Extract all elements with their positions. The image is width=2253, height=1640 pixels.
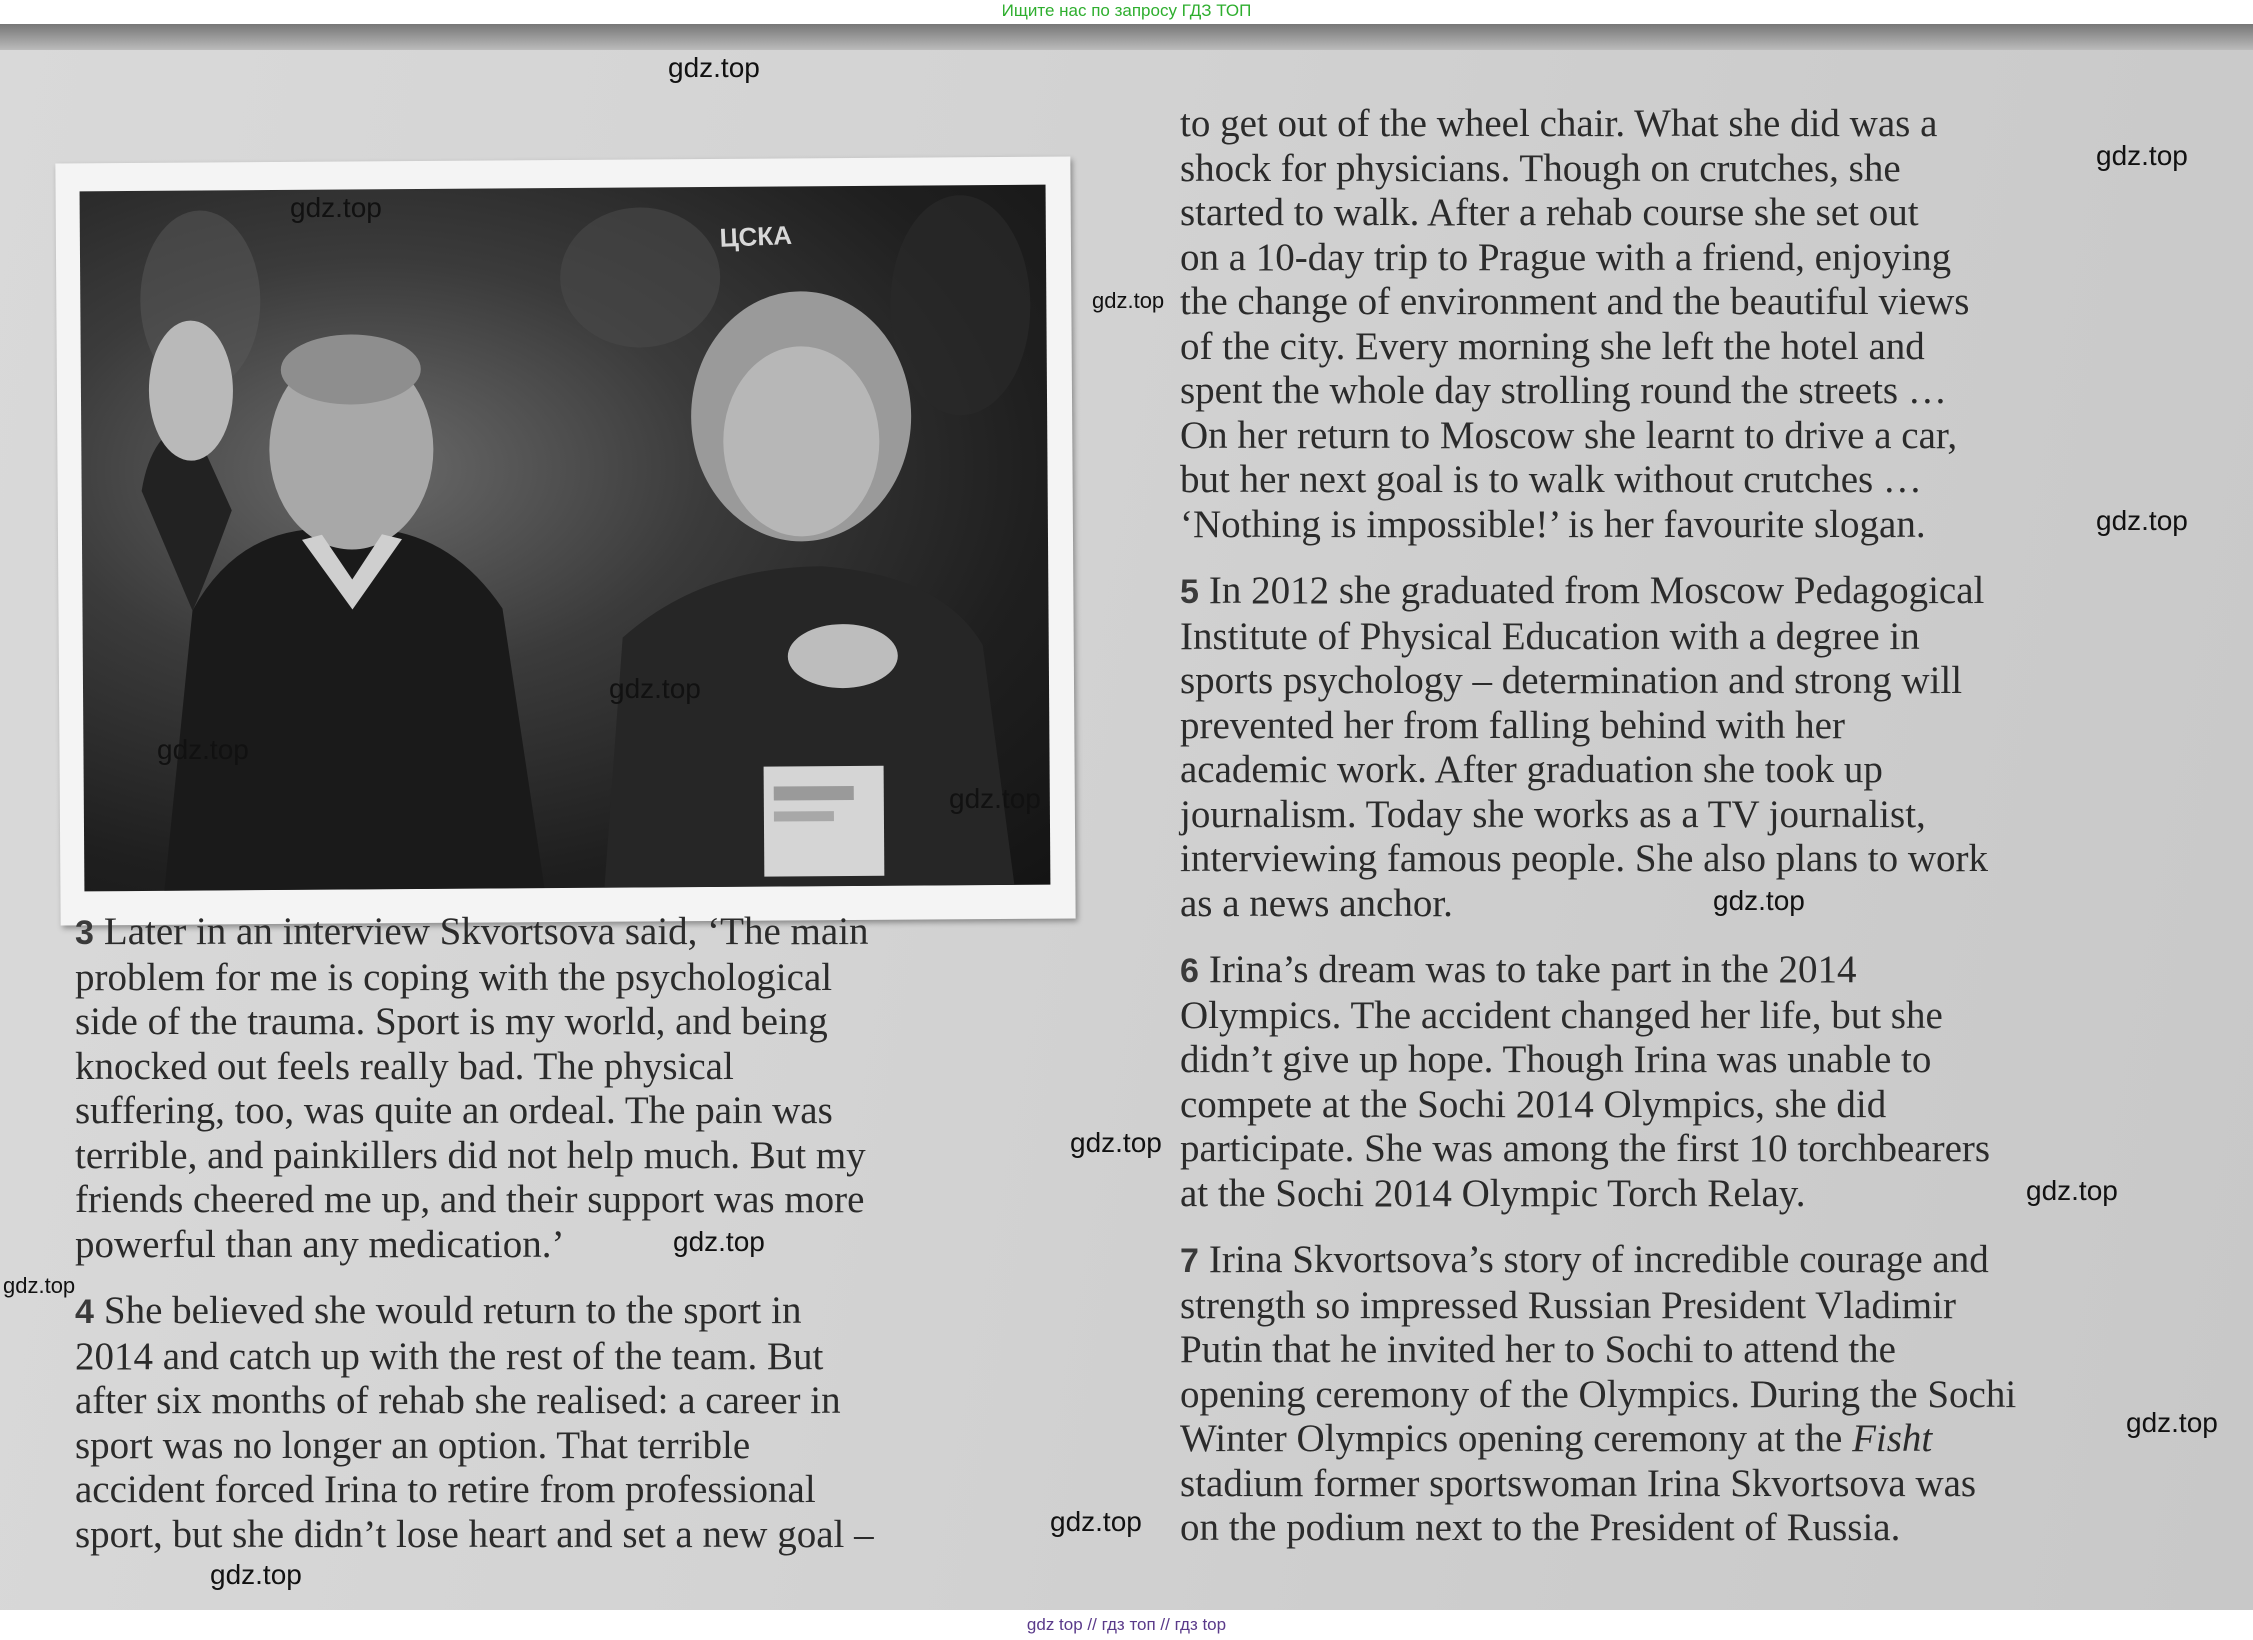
line: terrible, and painkillers did not help much. But my	[75, 1133, 866, 1177]
line: compete at the Sochi 2014 Olympics, she did	[1180, 1082, 1887, 1126]
line: academic work. After graduation she took up	[1180, 748, 1883, 791]
line: but her next goal is to walk without crutches …	[1180, 458, 1922, 501]
watermark: gdz.top	[1070, 1127, 1162, 1158]
line: started to walk. After a rehab course she set out	[1180, 191, 1919, 234]
stadium-name: Fisht	[1852, 1417, 1933, 1460]
line: She believed she would return to the sport in	[103, 1289, 802, 1332]
bottom-banner-text[interactable]: gdz top // гдз топ // гдз top	[1026, 1615, 1227, 1634]
line: On her return to Moscow she learnt to drive a car,	[1180, 413, 1958, 457]
line: after six months of rehab she realised: a career in	[75, 1379, 841, 1422]
watermark: gdz.top	[210, 1559, 302, 1590]
watermark: gdz.top	[2026, 1175, 2118, 1206]
line: of the city. Every morning she left the hotel and	[1180, 324, 1925, 368]
line: problem for me is coping with the psychological	[75, 955, 833, 999]
line: knocked out feels really bad. The physical	[75, 1044, 734, 1088]
line: as a news anchor.	[1180, 881, 1453, 925]
line: Winter Olympics opening ceremony at the Fisht	[1180, 1417, 1933, 1460]
top-banner[interactable]	[0, 0, 2253, 24]
line: shock for physicians. Though on crutches, she	[1180, 146, 1901, 190]
photo-sign-text: ЦСКА	[718, 219, 793, 253]
line: Irina’s dream was to take part in the 2014	[1208, 948, 1857, 991]
line: Later in an interview Skvortsova said, ‘The main	[103, 910, 869, 953]
line: sport was no longer an option. That terrible	[75, 1423, 751, 1467]
line: Irina Skvortsova’s story of incredible courage and	[1208, 1238, 1989, 1281]
paragraph-number: 5	[1180, 573, 1199, 611]
page-edge	[0, 24, 2253, 50]
line: interviewing famous people. She also plans to work	[1180, 837, 1989, 880]
watermark: gdz.top	[1092, 288, 1165, 313]
line: friends cheered me up, and their support was more	[75, 1178, 865, 1221]
line: strength so impressed Russian President Vladimir	[1180, 1283, 1956, 1327]
line: didn’t give up hope. Though Irina was unable to	[1180, 1038, 1932, 1081]
left-column	[75, 910, 1095, 1557]
paragraph-intro	[1180, 102, 2220, 547]
line: sports psychology – determination and strong will	[1180, 659, 1963, 702]
paragraph-7	[1180, 1238, 2220, 1551]
watermark: gdz.top	[949, 783, 1041, 814]
paragraph-number: 3	[75, 914, 94, 952]
line: at the Sochi 2014 Olympic Torch Relay.	[1180, 1171, 1806, 1215]
photo-image	[80, 185, 1051, 892]
line: 2014 and catch up with the rest of the team. But	[75, 1334, 824, 1378]
paragraph-number: 7	[1180, 1242, 1199, 1280]
watermark: gdz.top	[1713, 885, 1805, 916]
line: participate. She was among the first 10 torchbearers	[1180, 1127, 1991, 1170]
watermark: gdz.top	[3, 1273, 76, 1298]
line: stadium former sportswoman Irina Skvortsova was	[1180, 1461, 1977, 1505]
line: the change of environment and the beautiful views	[1180, 280, 1970, 323]
watermark: gdz.top	[2126, 1407, 2218, 1438]
line: to get out of the wheel chair. What she did was a	[1180, 102, 1938, 145]
line: sport, but she didn’t lose heart and set a new goal –	[75, 1512, 874, 1556]
line: prevented her from falling behind with her	[1180, 703, 1845, 747]
line: suffering, too, was quite an ordeal. The pain was	[75, 1089, 833, 1132]
line: accident forced Irina to retire from professional	[75, 1468, 816, 1511]
line: powerful than any medication.’	[75, 1222, 565, 1266]
textbook-page	[0, 50, 2253, 1610]
right-column	[1180, 102, 2220, 1551]
line: Institute of Physical Education with a degree in	[1180, 614, 1920, 658]
paragraph-number: 6	[1180, 952, 1199, 990]
watermark: gdz.top	[668, 52, 760, 83]
line: side of the trauma. Sport is my world, and being	[75, 1000, 828, 1043]
watermark: gdz.top	[673, 1226, 765, 1257]
watermark: gdz.top	[2096, 140, 2188, 171]
watermark: gdz.top	[2096, 505, 2188, 536]
line: spent the whole day strolling round the streets …	[1180, 369, 1947, 412]
watermark: gdz.top	[290, 192, 382, 223]
line: journalism. Today she works as a TV journalist,	[1180, 792, 1926, 836]
photo	[55, 156, 1075, 925]
bottom-banner[interactable]	[0, 1610, 2253, 1640]
line: ‘Nothing is impossible!’ is her favourite slogan.	[1180, 502, 1926, 546]
paragraph-4	[75, 1289, 1095, 1557]
paragraph-number: 4	[75, 1293, 94, 1331]
line: Olympics. The accident changed her life, but she	[1180, 993, 1943, 1037]
line: Putin that he invited her to Sochi to attend the	[1180, 1328, 1896, 1371]
line: on a 10-day trip to Prague with a friend, enjoying	[1180, 235, 1952, 279]
top-banner-text[interactable]: Ищите нас по запросу ГДЗ ТОП	[1001, 1, 1252, 20]
photo-illustration	[80, 185, 1051, 892]
paragraph-3	[75, 910, 1095, 1267]
line: opening ceremony of the Olympics. During the Sochi	[1180, 1372, 2017, 1416]
paragraph-5	[1180, 569, 2220, 926]
watermark: gdz.top	[609, 673, 701, 704]
line: In 2012 she graduated from Moscow Pedagogical	[1208, 569, 1985, 612]
watermark: gdz.top	[157, 734, 249, 765]
watermark: gdz.top	[1050, 1506, 1142, 1537]
line: on the podium next to the President of Russia.	[1180, 1506, 1901, 1549]
